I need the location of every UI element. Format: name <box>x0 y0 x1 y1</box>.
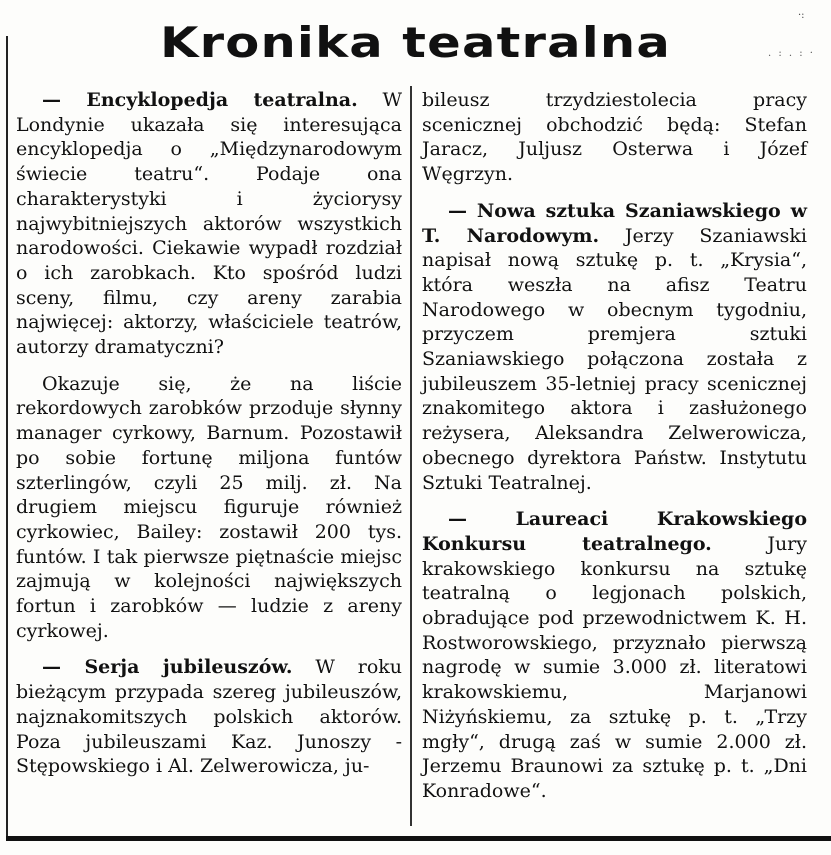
article-encyklopedja-continued <box>16 372 402 644</box>
page-title: Kronika teatralna <box>160 18 671 67</box>
left-column <box>16 88 402 779</box>
article-body: Jury krakowskiego konkursu na sztukę teatralną o legjonach polskich, obradujące pod przewodnictwem K. H. Rostworowskiego, przyznało pierwszą nagrodę w sumie 3.000 zł. literatowi krakowskiemu, Marjanowi Niżyńskiemu, za sztukę p. t. „Trzy mgły“, drugą zaś w sumie 2.000 zł. Jerzemu Braunowi za sztukę p. t. „Dni Konradowe“. <box>422 532 807 802</box>
article-serja-jubileuszow-continued <box>422 88 807 187</box>
article-serja-jubileuszow <box>16 655 402 779</box>
article-body: Okazuje się, że na liście rekordowych zarobków przoduje słynny manager cyrkowy, Barnum. Pozostawił po sobie fortunę miljona funtów szterlingów, czyli 25 milj. zł. Na drugiem miejscu figuruje również cyrkowiec, Bailey: zostawił 200 tys. funtów. I tak pierwsze piętnaście miejsc zajmują w kolejności największych fortun i zarobków — ludzie z areny cyrkowej. <box>16 372 402 642</box>
article-nowa-sztuka <box>422 199 807 495</box>
title-ornament: . : . : · <box>768 48 815 59</box>
bottom-border-rule <box>6 836 831 841</box>
article-body: W Londynie ukazała się interesująca encyklopedja o „Międzynarodowym świecie teatru“. Podaje ona charakterystyki i życiorysy najwybitniejszych aktorów wszystkich narodowości. Ciekawie wypadł rozdział o ich zarobkach. Kto spośród ludzi sceny, filmu, czy areny zarabia najwięcej: aktorzy, właściciele teatrów, autorzy dramatyczni? <box>16 89 402 359</box>
article-laureaci <box>422 507 807 803</box>
article-body: Jerzy Szaniawski napisał nową sztukę p. t. „Krysia“, która weszła na afisz Teatru Narodowego w obecnym tygodniu, przyczem premjera sztuki Szaniawskiego połączona została z jubileuszem 35-letniej pracy scenicznej znakomitego aktora i zasłużonego reżysera, Aleksandra Zelwerowicza, obecnego dyrektora Państw. Instytutu Sztuki Teatralnej. <box>422 224 807 494</box>
article-encyklopedja <box>16 88 402 360</box>
article-heading: — Nowa sztuka Szaniawskiego w T. Narodowym. <box>422 199 807 247</box>
column-divider <box>410 86 412 826</box>
article-heading: — Encyklopedja teatralna. <box>42 89 358 111</box>
margin-mark: ·: <box>798 10 805 21</box>
article-heading: — Laureaci Krakowskiego Konkursu teatralnego. <box>422 508 807 555</box>
right-column <box>422 88 807 804</box>
article-body-part-2: bileusz trzydziestolecia pracy scenicznej obchodzić będą: Stefan Jaracz, Juljusz Osterwa i Józef Węgrzyn. <box>422 89 807 186</box>
article-heading: — Serja jubileuszów. <box>42 656 293 679</box>
left-border-rule <box>6 36 8 836</box>
article-body-part-1: W roku bieżącym przypada szereg jubileuszów, najznakomitszych polskich aktorów. Poza jubileuszami Kaz. Junoszy - Stępowskiego i Al. Zelwerowicza, ju- <box>16 656 403 778</box>
